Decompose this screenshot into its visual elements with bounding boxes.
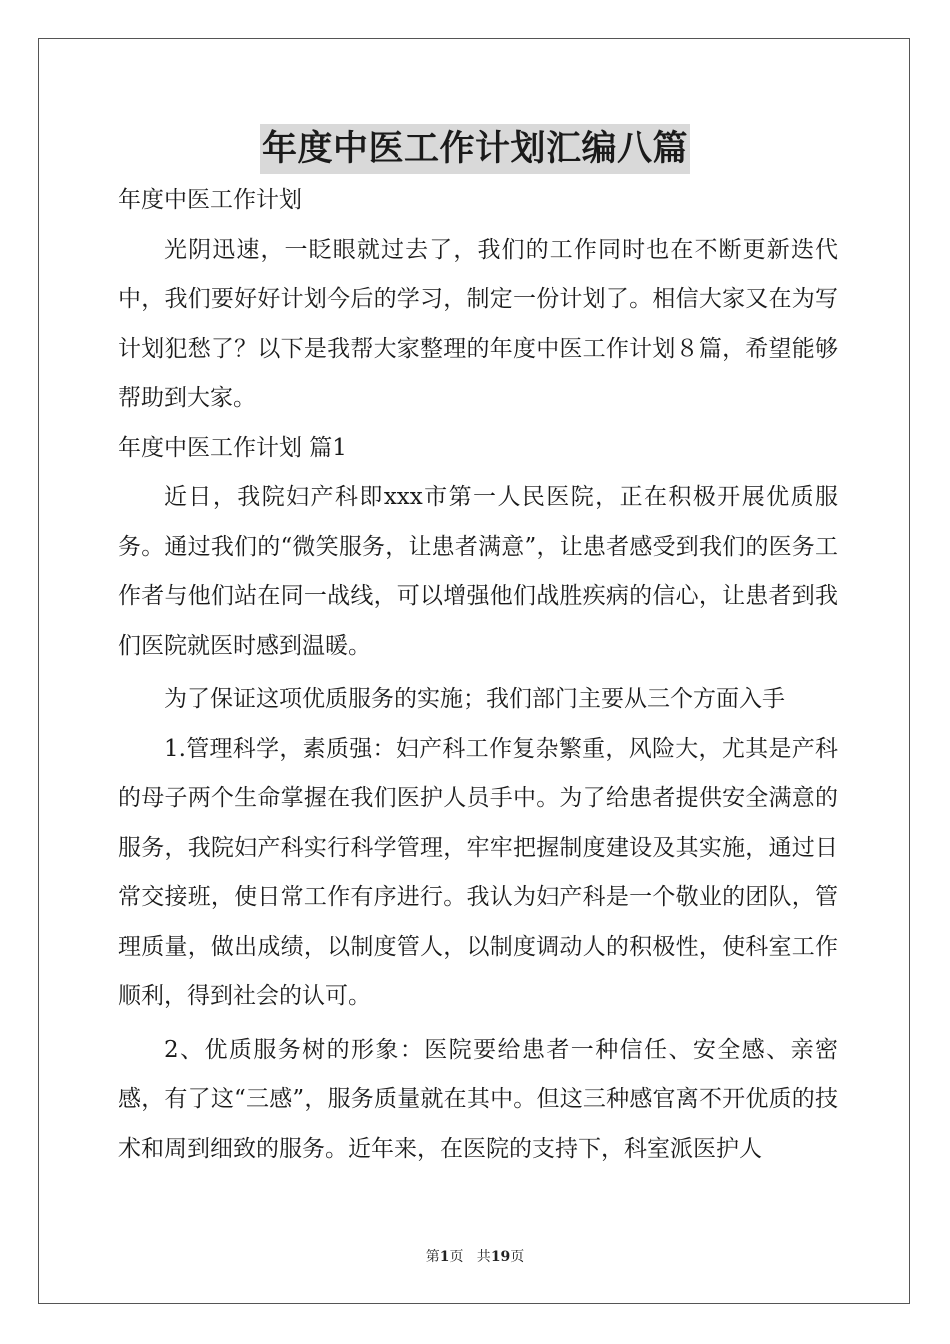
- body-paragraph: 近日，我院妇产科即xxx市第一人民医院，正在积极开展优质服务。通过我们的“微笑服务，让患者满意”，让患者感受到我们的医务工作者与他们站在同一战线，可以增强他们战胜疾病的信心，让患者到我们医院就医时感到温暖。: [118, 484, 838, 659]
- section-heading: 年度中医工作计划 篇1: [118, 434, 347, 461]
- document-title: 年度中医工作计划汇编八篇: [260, 124, 690, 174]
- footer-page-prefix: 第: [425, 1249, 440, 1265]
- body-paragraph: 2、优质服务树的形象：医院要给患者一种信任、安全感、亲密感，有了这“三感”，服务质量就在其中。但这三种感官离不开优质的技术和周到细致的服务。近年来，在医院的支持下，科室派医护人: [118, 1036, 838, 1162]
- page-footer: [0, 1246, 950, 1266]
- body-paragraph: 为了保证这项优质服务的实施；我们部门主要从三个方面入手: [164, 686, 785, 712]
- footer-page-mid: 页 共: [449, 1249, 491, 1265]
- document-body: [118, 176, 838, 1174]
- section-heading: 年度中医工作计划: [118, 187, 302, 213]
- body-paragraph: 1.管理科学，素质强：妇产科工作复杂繁重，风险大，尤其是产科的母子两个生命掌握在我们医护人员手中。为了给患者提供安全满意的服务，我院妇产科实行科学管理，牢牢把握制度建设及其实施，通过日常交接班，使日常工作有序进行。我认为妇产科是一个敬业的团队，管理质量，做出成绩，以制度管人，以制度调动人的积极性，使科室工作顺利，得到社会的认可。: [118, 735, 838, 1009]
- footer-page-suffix: 页: [510, 1249, 525, 1265]
- body-paragraph: 光阴迅速，一眨眼就过去了，我们的工作同时也在不断更新迭代中，我们要好好计划今后的学习，制定一份计划了。相信大家又在为写计划犯愁了？以下是我帮大家整理的年度中医工作计划８篇，希望能够帮助到大家。: [118, 236, 838, 411]
- title-container: [0, 124, 950, 174]
- footer-page-total: 19: [490, 1249, 511, 1265]
- footer-page-current: 1: [439, 1249, 450, 1265]
